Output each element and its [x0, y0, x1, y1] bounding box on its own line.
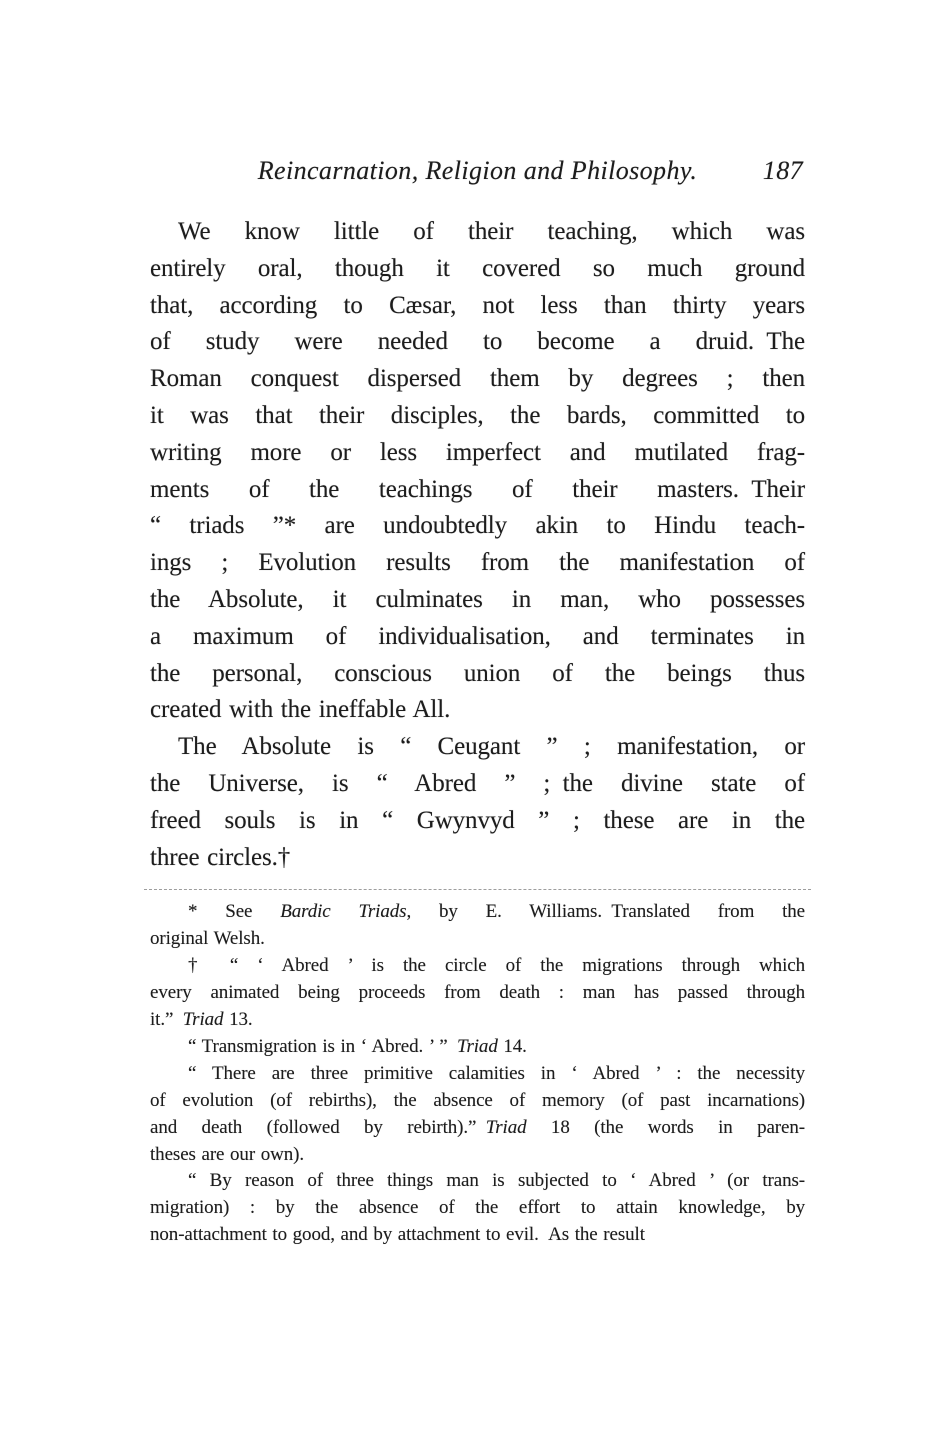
footnote-line-content: 18 (the words in paren- [526, 1116, 805, 1138]
footnote-separator-rule [144, 889, 811, 890]
text-line [150, 656, 805, 693]
text-line [150, 472, 805, 509]
footnote-line-content: “ By reason of three things man is subjected to ‘ Abred ’ (or trans- [188, 1170, 805, 1192]
text-line-content: The Absolute is “ Ceugant ” ; manifestation, or [178, 733, 805, 761]
footnote-line-content: 14. [497, 1035, 527, 1057]
footnote-line-content: and death (followed by rebirth).” [150, 1116, 486, 1138]
text-line [150, 619, 805, 656]
text-line [150, 803, 805, 840]
text-line [150, 288, 805, 325]
footnote [150, 1034, 805, 1061]
footnote-line [150, 1088, 805, 1115]
footnote-italic-title: Triad [182, 1008, 224, 1030]
paragraph [150, 729, 805, 876]
footnotes-section [150, 899, 805, 1249]
text-line [150, 214, 805, 251]
text-line [150, 692, 805, 729]
text-line-content: Roman conquest dispersed them by degrees ; then [150, 365, 805, 393]
text-line [150, 582, 805, 619]
text-line-content: ings ; Evolution results from the manifestation of [150, 549, 805, 577]
text-line-content: the personal, conscious union of the beings thus [150, 659, 805, 687]
text-line-content: entirely oral, though it covered so much ground [150, 254, 805, 282]
text-line-content: it was that their disciples, the bards, committed to [150, 401, 805, 429]
footnote-line [150, 953, 805, 980]
text-line [150, 508, 805, 545]
footnote-line-content: migration) : by the absence of the effort to attain knowledge, by [150, 1197, 805, 1219]
footnote-line [150, 1142, 805, 1169]
footnote-line-content: “ Transmigration is in ‘ Abred. ’ ” [188, 1035, 458, 1057]
footnote-italic-title: Triad [485, 1116, 527, 1138]
text-line-content: the Absolute, it culminates in man, who possesses [150, 585, 805, 613]
footnote-line [150, 1195, 805, 1222]
footnote-line [150, 1222, 805, 1249]
text-line-content: that, according to Cæsar, not less than thirty years [150, 291, 805, 319]
text-line-content: ments of the teachings of their masters. Their [150, 475, 805, 503]
footnote [150, 1061, 805, 1169]
text-line [150, 840, 805, 877]
footnote-line [150, 1007, 805, 1034]
text-line-content: a maximum of individualisation, and terminates in [150, 622, 805, 650]
footnote-line-content: original Welsh. [150, 928, 265, 950]
footnote-line-content: every animated being proceeds from death : man has passed through [150, 982, 805, 1004]
paragraph [150, 214, 805, 729]
running-header-title: Reincarnation, Religion and Philosophy. [257, 156, 698, 185]
footnote-italic-title: Bardic Triads [280, 901, 407, 923]
body-text [150, 214, 805, 876]
footnote [150, 899, 805, 953]
footnote-line-content: , by E. Williams. Translated from the [406, 901, 805, 923]
footnote-line-content: * See [188, 901, 281, 923]
text-line [150, 324, 805, 361]
footnote-line-content: it.” [150, 1008, 183, 1030]
footnote-line-content: † “ ‘ Abred ’ is the circle of the migrations through which [188, 955, 805, 977]
text-column [150, 155, 805, 1249]
running-header [150, 155, 805, 187]
text-line [150, 251, 805, 288]
text-line-content: created with the ineffable All. [150, 696, 451, 724]
footnote [150, 953, 805, 1034]
text-line-content: of study were needed to become a druid. The [150, 328, 805, 356]
text-line [150, 398, 805, 435]
text-line-content: “ triads ”* are undoubtedly akin to Hindu teach- [150, 512, 805, 540]
text-line-content: three circles.† [150, 843, 291, 871]
text-line [150, 361, 805, 398]
footnote-line-content: non-attachment to good, and by attachment to evil. As the result [150, 1224, 645, 1246]
text-line-content: the Universe, is “ Abred ” ; the divine state of [150, 769, 805, 797]
footnote-line [150, 1115, 805, 1142]
text-line [150, 435, 805, 472]
text-line-content: We know little of their teaching, which was [178, 218, 805, 245]
footnote-line-content: “ There are three primitive calamities in ‘ Abred ’ : the necessity [188, 1062, 805, 1084]
text-line-content: writing more or less imperfect and mutilated frag- [150, 438, 805, 466]
footnote-line [150, 1168, 805, 1195]
text-line-content: freed souls is in “ Gwynvyd ” ; these are in the [150, 806, 805, 834]
text-line [150, 545, 805, 582]
page-number: 187 [762, 156, 803, 185]
footnote-line [150, 980, 805, 1007]
footnote-line [150, 1061, 805, 1088]
footnote-line-content: 13. [223, 1008, 253, 1030]
footnote-line-content: theses are our own). [150, 1143, 305, 1165]
footnote-line-content: of evolution (of rebirths), the absence of memory (of past incarnations) [150, 1089, 805, 1111]
footnote-italic-title: Triad [457, 1035, 498, 1057]
text-line [150, 729, 805, 766]
footnote [150, 1168, 805, 1249]
footnote-line [150, 1034, 805, 1061]
footnote-line [150, 899, 805, 926]
text-line [150, 766, 805, 803]
footnote-line [150, 926, 805, 953]
